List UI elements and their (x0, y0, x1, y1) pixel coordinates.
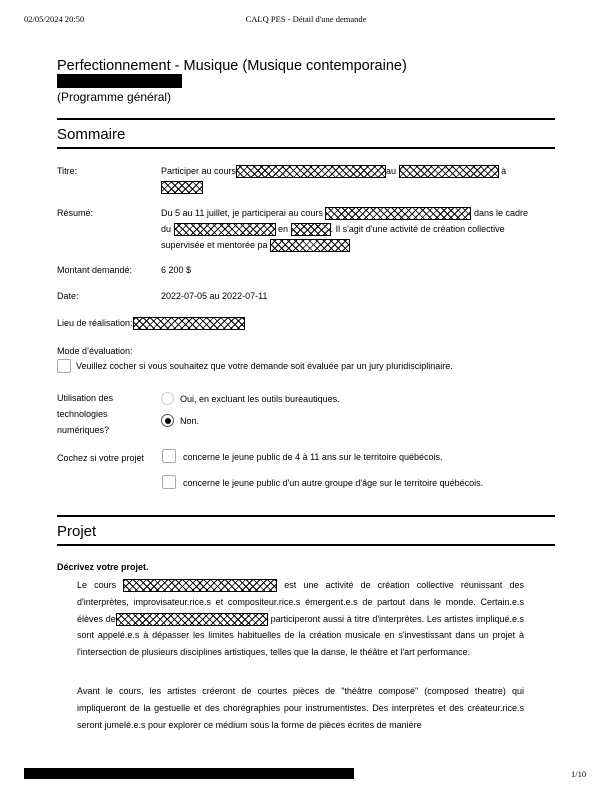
section-heading-sommaire: Sommaire (57, 126, 126, 143)
tech-yes-label: Oui, en excluant les outils bureautiques. (180, 394, 340, 404)
redacted-text (161, 181, 203, 194)
resume-label: Résumé: (57, 208, 94, 218)
redacted-text (270, 239, 350, 252)
public-autre-checkbox[interactable] (162, 475, 176, 489)
titre-value: Participer au cours au à (161, 163, 531, 195)
projet-paragraph-2: Avant le cours, les artistes créeront de courtes pièces de "théâtre composé" (composed theatre) qui impliqueront de la gestuelle et des chorégraphies pour instrumentistes. Des interprètes et des créateur.rice.s seront jumelé.e.s pour explorer ce médium sous la forme de pièces écrites de manière (77, 686, 524, 730)
resume-value: Du 5 au 11 juillet, je participerai au cours dans le cadre du en . Il s'agit d'une activité de création collective supervisée et mentorée pa (161, 205, 531, 253)
tech-no-label: Non. (180, 416, 200, 426)
jury-pluridisciplinaire-label: Veuillez cocher si vous souhaitez que votre demande soit évaluée par un jury pluridisciplinaire. (76, 361, 453, 371)
montant-value: 6 200 $ (161, 265, 192, 275)
date-value: 2022-07-05 au 2022-07-11 (161, 291, 268, 301)
print-title: CALQ PES - Détail d'une demande (245, 14, 367, 24)
technologies-label: Utilisation des technologies numériques? (57, 393, 114, 435)
lieu-label: Lieu de réalisation: (57, 315, 245, 331)
section-divider (57, 544, 555, 546)
section-divider (57, 147, 555, 149)
public-autre-label: concerne le jeune public d'un autre groupe d'âge sur le territoire québécois. (183, 478, 484, 488)
section-divider (57, 118, 555, 120)
document-title: Perfectionnement - Musique (Musique contemporaine) (57, 58, 407, 74)
redacted-block (57, 74, 182, 88)
public-4-11-label: concerne le jeune public de 4 à 11 ans sur le territoire québécois. (183, 452, 443, 462)
public-label: Cochez si votre projet (57, 453, 145, 463)
redacted-text (399, 165, 499, 178)
redacted-text (174, 223, 276, 236)
tech-no-radio[interactable] (161, 414, 174, 427)
redacted-text (325, 207, 471, 220)
section-divider (57, 515, 555, 517)
date-label: Date: (57, 291, 79, 301)
public-4-11-checkbox[interactable] (162, 449, 176, 463)
section-heading-projet: Projet (57, 523, 97, 540)
redacted-text (133, 317, 245, 330)
redacted-text (123, 579, 277, 592)
jury-pluridisciplinaire-checkbox[interactable] (57, 359, 71, 373)
projet-question: Décrivez votre projet. (57, 562, 149, 572)
redacted-footer (24, 768, 354, 779)
print-date: 02/05/2024 20:50 (24, 14, 85, 24)
tech-yes-radio[interactable] (161, 392, 174, 405)
redacted-text (236, 165, 386, 178)
document-subtitle: (Programme général) (57, 90, 172, 104)
mode-evaluation-label: Mode d’évaluation: (57, 346, 133, 356)
redacted-text (291, 223, 331, 236)
montant-label: Montant demandé: (57, 265, 133, 275)
titre-label: Titre: (57, 166, 78, 176)
projet-paragraph-1: Le cours est une activité de création collective réunissant des d'interprètes, improvisateur.rice.s et compositeur.rice.s émergent.e.s de partout dans le monde. Certain.e.s élèves de participeront aussi à titre d'interprètes. Les artistes impliqué.e.s sont appelé.e.s à dépasser les limites habituelles de la création musicale en s'investissant dans un projet à l'intersection de plusieurs disciplines artistiques, telles que la danse, le théâtre et l'art performance. (77, 580, 524, 658)
page-number: 1/10 (571, 769, 587, 779)
redacted-text (116, 613, 268, 626)
